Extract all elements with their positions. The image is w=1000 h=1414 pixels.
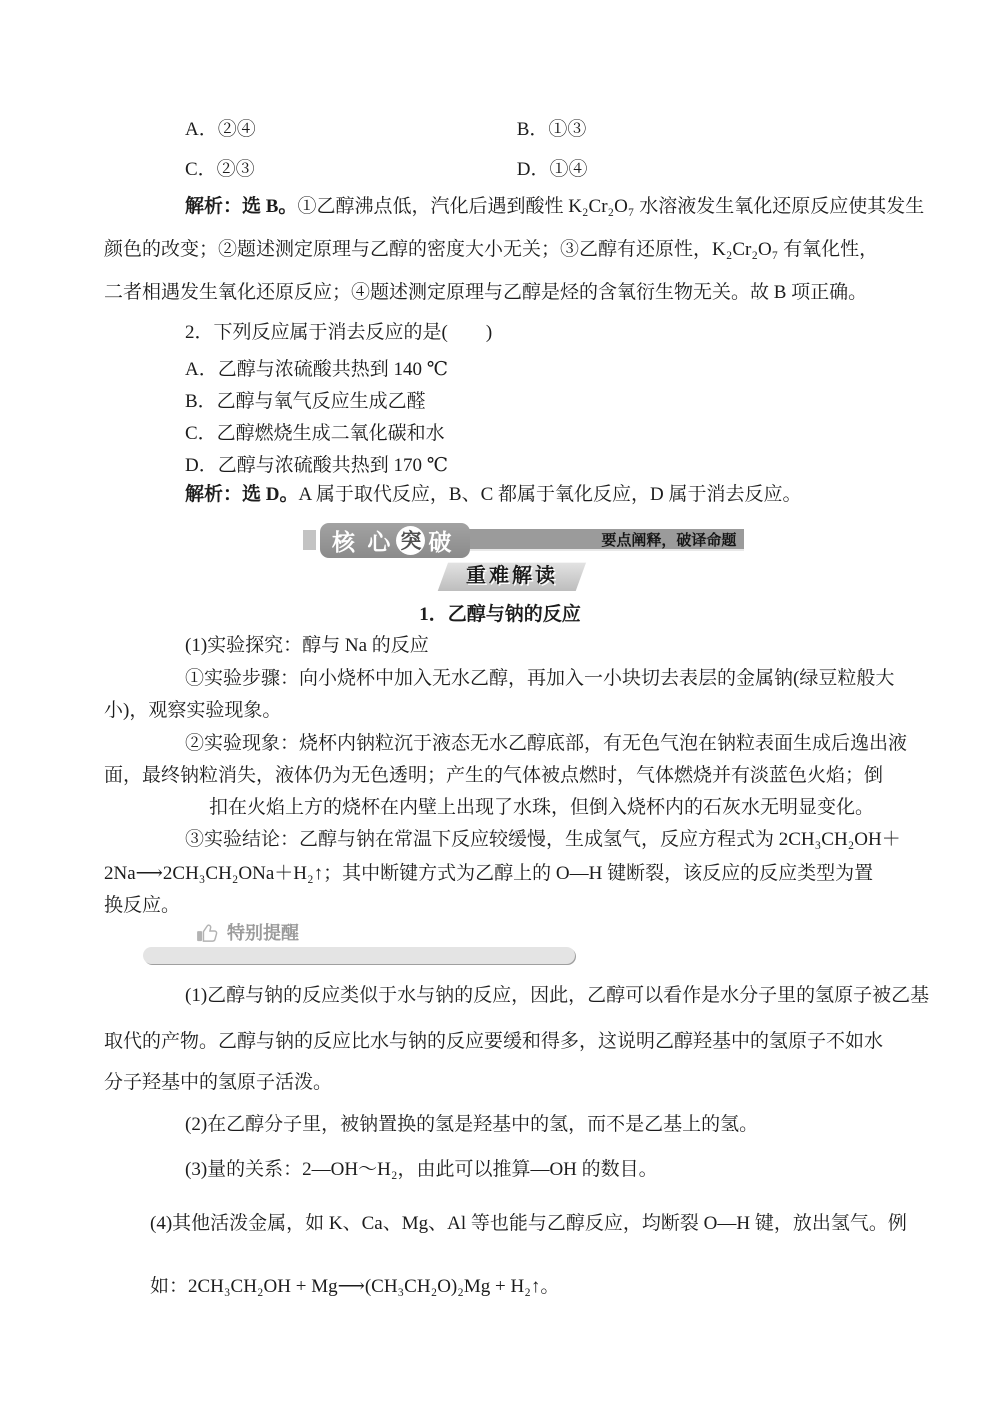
body-line: (1)实验探究：醇与 Na 的反应 [185, 635, 429, 656]
banner-accent-square [303, 530, 316, 550]
reminder-line: (4)其他活泼金属，如 K、Ca、Mg、Al 等也能与乙醇反应，均断裂 O—H 键，放出氢气。例 [150, 1213, 907, 1234]
badge-circle-char: 突 [396, 526, 425, 555]
reminder-line: (2)在乙醇分子里，被钠置换的氢是羟基中的氢，而不是乙基上的氢。 [185, 1114, 759, 1135]
reminder-line: 如：2CH₃CH₂OH + Mg⟶(CH₃CH₂O)₂Mg + H₂↑。 [150, 1276, 560, 1297]
reminder-header [104, 921, 896, 943]
q1-options-row-1 [104, 120, 896, 139]
banner-tagline: 要点阐释，破译命题 [601, 531, 737, 549]
reminder-line: (1)乙醇与钠的反应类似于水与钠的反应，因此，乙醇可以看作是水分子里的氢原子被乙基 [185, 985, 930, 1006]
section-banner [303, 522, 896, 558]
analysis-text: A 属于取代反应，B、C 都属于氧化反应，D 属于消去反应。 [298, 484, 802, 505]
q2-option-a: A．乙醇与浓硫酸共热到 140 ℃ [185, 359, 448, 380]
reminder-line: 取代的产物。乙醇与钠的反应比水与钠的反应要缓和得多，这说明乙醇羟基中的氢原子不如水 [104, 1031, 884, 1052]
body-line: 小)，观察实验现象。 [104, 700, 282, 721]
q2-stem: 2．下列反应属于消去反应的是( ) [185, 322, 493, 343]
badge-text-left: 核 心 [332, 528, 394, 555]
core-breakthrough-badge [320, 523, 470, 558]
q2-option-b: B．乙醇与氧气反应生成乙醛 [185, 391, 426, 412]
thumbs-up-icon [196, 922, 220, 942]
q1-analysis-line: 二者相遇发生氧化还原反应；④题述测定原理与乙醇是烃的含氧衍生物无关。故 B 项正确。 [104, 282, 868, 303]
subsection-header [443, 562, 581, 591]
body-line: ②实验现象：烧杯内钠粒沉于液态无水乙醇底部，有无色气泡在钠粒表面生成后逸出液 [185, 733, 908, 754]
q2-option-d: D．乙醇与浓硫酸共热到 170 ℃ [185, 455, 448, 476]
q1-options-row-2 [104, 160, 896, 179]
body-line: 换反应。 [104, 895, 181, 916]
q2-option-c: C．乙醇燃烧生成二氧化碳和水 [185, 423, 445, 444]
subsection-title: 重难解读 [466, 565, 558, 587]
q1-option-d: D．①④ [516, 159, 588, 180]
analysis-label: 解析：选 B。 [185, 196, 298, 217]
body-line: 面，最终钠粒消失，液体仍为无色透明；产生的气体被点燃时，气体燃烧并有淡蓝色火焰；倒 [104, 765, 884, 786]
body-line: 扣在火焰上方的烧杯在内壁上出现了水珠，但倒入烧杯内的石灰水无明显变化。 [209, 797, 875, 818]
badge-text-right: 破 [428, 528, 455, 555]
body-line: ③实验结论：乙醇与钠在常温下反应较缓慢，生成氢气，反应方程式为 2CH₃CH₂OH＋ [185, 829, 901, 850]
reminder-line: (3)量的关系：2—OH～H₂，由此可以推算—OH 的数目。 [185, 1159, 658, 1180]
q1-analysis-line [104, 196, 925, 217]
reminder-title: 特别提醒 [227, 923, 299, 943]
body-line: 2Na⟶2CH₃CH₂ONa＋H₂↑；其中断键方式为乙醇上的 O—H 键断裂，该反应的反应类型为置 [104, 863, 874, 884]
reminder-divider-capsule [143, 947, 575, 964]
q2-analysis-line [104, 485, 896, 504]
banner-tagline-bar [458, 529, 744, 551]
q1-option-c: C．②③ [185, 159, 255, 180]
body-line: ①实验步骤：向小烧杯中加入无水乙醇，再加入一小块切去表层的金属钠(绿豆粒般大 [185, 668, 895, 689]
q1-analysis-line: 颜色的改变；②题述测定原理与乙醇的密度大小无关；③乙醇有还原性，K₂Cr₂O₇ 有氧化性， [104, 239, 879, 260]
q1-option-b: B．①③ [516, 119, 587, 140]
q1-option-a: A．②④ [185, 119, 256, 140]
topic-title: 1．乙醇与钠的反应 [419, 604, 581, 625]
analysis-label: 解析：选 D。 [185, 484, 299, 505]
analysis-text: ①乙醇沸点低，汽化后遇到酸性 K₂Cr₂O₇ 水溶液发生氧化还原反应使其发生 [297, 196, 925, 217]
reminder-line: 分子羟基中的氢原子活泼。 [104, 1072, 333, 1093]
